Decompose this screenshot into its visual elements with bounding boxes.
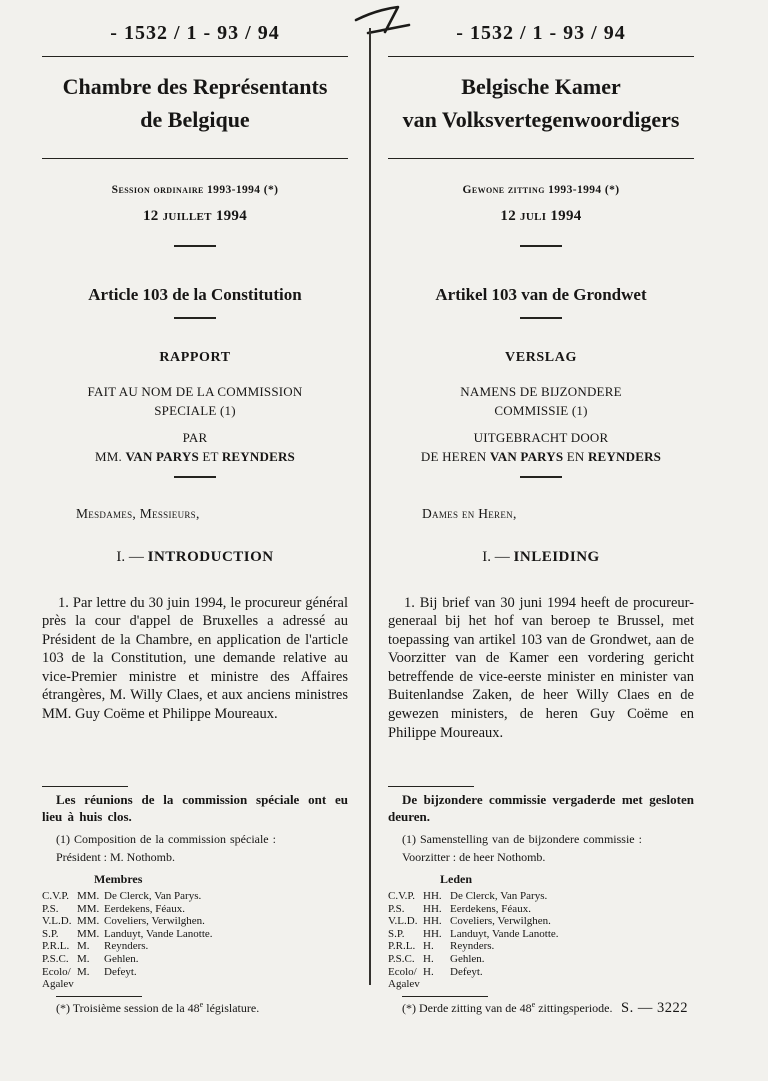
closed-doors-note-fr: Les réunions de la commission spéciale ont eu lieu à huis clos. [42,792,348,824]
short-dash-rule [520,476,562,478]
party-abbreviation: C.V.P. [388,890,416,902]
member-row [42,915,348,928]
party-abbreviation: P.S. [388,902,405,915]
member-row [42,940,348,953]
horizontal-rule [42,158,348,159]
honorific: MM. [77,927,100,940]
subject-title-nl: Artikel 103 van de Grondwet [435,285,647,304]
subject-title-fr: Article 103 de la Constitution [88,285,302,304]
horizontal-rule [388,158,694,159]
star-note-nl: (*) Derde zitting van de 48e zittingsperiode. [402,999,613,1015]
member-names: Eerdekens, Féaux. [450,902,531,915]
document-number-nl: - 1532 / 1 - 93 / 94 [456,22,626,44]
honorific: H. [423,952,434,965]
chamber-title-line1: Chambre des Représentants [62,74,328,99]
date-line-fr: 12 juillet 1994 [142,208,248,224]
member-row [42,966,348,979]
honorific: M. [77,965,90,978]
member-list-nl [388,890,694,991]
party-abbreviation: C.V.P. [42,890,70,902]
party-abbreviation: P.S.C. [388,952,415,965]
star-note-fr: (*) Troisième session de la 48e législature. [56,999,260,1015]
member-row [42,903,348,916]
honorific: H. [423,940,434,953]
short-dash-rule [174,245,216,247]
member-names: Defeyt. [450,965,483,978]
author-name: REYNDERS [221,449,295,464]
short-dash-rule [174,317,216,319]
honorific: M. [77,940,90,953]
session-line-nl: Gewone zitting 1993-1994 (*) [462,184,620,196]
member-row [388,940,694,953]
footnote-block-nl [388,786,694,1016]
member-names [450,978,694,991]
author-name: REYNDERS [587,449,662,464]
made-by-line1: FAIT AU NOM DE LA COMMISSION [87,384,303,399]
party-abbreviation: Ecolo/ [42,965,71,978]
author-name: VAN PARYS [125,449,199,464]
member-row [388,978,694,991]
party-abbreviation: P.S. [42,902,59,915]
report-label-nl: VERSLAG [505,350,577,365]
by-label: PAR [182,430,208,445]
section-heading-fr: I. — INTRODUCTION [116,549,274,565]
closed-doors-note-nl: De bijzondere commissie vergaderde met gesloten deuren. [388,792,694,824]
chamber-title-line2: van Volksvertegenwoordigers [402,107,680,132]
column-french [42,0,348,1081]
honorific: HH. [423,902,442,915]
honorific: MM. [77,890,100,902]
member-names: Landuyt, Vande Lanotte. [450,927,559,940]
member-row [388,953,694,966]
made-by-fr [42,382,348,420]
honorific [423,978,450,991]
made-by-line2: SPECIALE (1) [154,403,236,418]
president-line-nl: Voorzitter : de heer Nothomb. [402,850,546,864]
member-row [42,953,348,966]
short-dash-rule [520,317,562,319]
party-abbreviation: P.R.L. [42,940,70,953]
party-abbreviation: S.P. [42,927,59,940]
horizontal-rule [42,56,348,57]
member-names: Reynders. [450,940,495,953]
honorific [77,978,104,991]
member-names: Gehlen. [450,952,485,965]
composition-note-nl: (1) Samenstelling van de bijzondere commissie : [402,832,642,846]
chamber-title-line2: de Belgique [140,107,250,132]
honorific: MM. [77,915,100,928]
party-abbreviation: S.P. [388,927,405,940]
honorific: HH. [423,915,442,928]
member-names: Defeyt. [104,965,137,978]
member-row [388,966,694,979]
report-label-fr: RAPPORT [159,350,231,365]
party-abbreviation: V.L.D. [388,915,418,928]
chamber-title-fr [42,70,348,136]
member-names: Coveliers, Verwilghen. [450,915,551,928]
date-line-nl: 12 juli 1994 [500,208,582,224]
footnote-block-fr [42,786,348,1016]
made-by-nl [388,382,694,420]
member-names: Landuyt, Vande Lanotte. [104,927,213,940]
honorific: M. [77,952,90,965]
column-dutch [388,0,694,1081]
session-line-fr: Session ordinaire 1993-1994 (*) [111,184,279,196]
member-names [104,978,348,991]
party-abbreviation: Ecolo/ [388,965,417,978]
member-row [388,915,694,928]
footnote-rule [42,786,128,787]
footnote-rule [56,996,142,997]
member-names: Coveliers, Verwilghen. [104,915,205,928]
honorific: H. [423,965,434,978]
authors-line: MM. VAN PARYS ET REYNDERS [95,449,295,464]
short-dash-rule [520,245,562,247]
footnote-rule [402,996,488,997]
document-number-fr: - 1532 / 1 - 93 / 94 [110,22,280,44]
member-names: De Clerck, Van Parys. [450,890,548,902]
party-abbreviation: Agalev [42,978,74,991]
member-names: De Clerck, Van Parys. [104,890,202,902]
honorific: MM. [77,902,100,915]
member-row [388,903,694,916]
column-divider [369,28,371,985]
members-label-fr: Membres [94,872,143,886]
section-heading-nl: I. — INLEIDING [482,549,600,565]
party-abbreviation: P.S.C. [42,952,69,965]
member-row [388,928,694,941]
member-names: Reynders. [104,940,149,953]
member-names: Gehlen. [104,952,139,965]
horizontal-rule [388,56,694,57]
authors-nl [388,428,694,466]
member-row [42,890,348,903]
intro-paragraph-fr: 1. Par lettre du 30 juin 1994, le procureur général près la cour d'appel de Bruxelles a adressé au Président de la Chambre, en application de l'article 103 de la Constitution, une demande relative au vice-Premier ministre et ministre des Affaires étrangères, M. Willy Claes, et aux anciens ministres MM. Guy Coëme et Philippe Moureaux. [42,594,348,723]
author-name: VAN PARYS [489,449,564,464]
made-by-line1: NAMENS DE BIJZONDERE [460,384,622,399]
member-row [42,978,348,991]
chamber-title-nl [388,70,694,136]
made-by-line2: COMMISSIE (1) [494,403,588,418]
short-dash-rule [174,476,216,478]
composition-note-fr: (1) Composition de la commission spéciale : [56,832,276,846]
chamber-title-line1: Belgische Kamer [461,74,621,99]
authors-line: DE HEREN VAN PARYS EN REYNDERS [420,449,662,464]
party-abbreviation: P.R.L. [388,940,416,953]
authors-fr [42,428,348,466]
salutation-nl: Dames en Heren, [422,506,517,521]
honorific: HH. [423,927,442,940]
member-names: Eerdekens, Féaux. [104,902,185,915]
serial-number: S. — 3222 [621,1000,688,1016]
member-list-fr [42,890,348,991]
party-abbreviation: V.L.D. [42,915,72,928]
member-row [388,890,694,903]
intro-paragraph-nl: 1. Bij brief van 30 juni 1994 heeft de procureur-generaal bij het hof van beroep te Brussel, met toepassing van artikel 103 van de Grondwet, aan de Voorzitter van de Kamer een vordering gericht betreffende de vice-eerste minister en minister van Buitenlandse Zaken, de heer Willy Claes en de gewezen ministers, de heren Guy Coëme en Philippe Moureaux. [388,594,694,741]
president-line-fr: Président : M. Nothomb. [56,850,175,864]
member-row [42,928,348,941]
members-label-nl: Leden [440,872,473,886]
by-label: UITGEBRACHT DOOR [473,430,609,445]
footnote-rule [388,786,474,787]
party-abbreviation: Agalev [388,978,420,991]
salutation-fr: Mesdames, Messieurs, [76,506,200,521]
honorific: HH. [423,890,442,902]
